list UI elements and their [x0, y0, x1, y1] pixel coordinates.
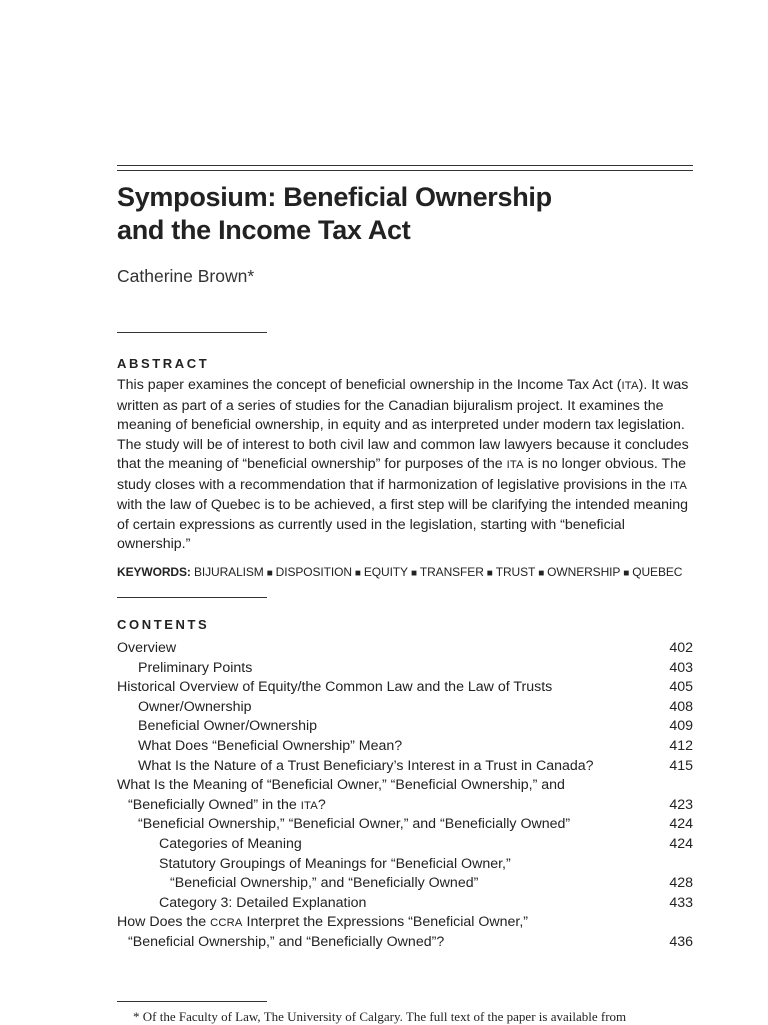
toc-title-segment: ? — [317, 796, 326, 813]
toc-entry[interactable] — [117, 717, 693, 737]
article-page — [117, 0, 693, 1024]
toc-title-segment: “Beneficial Ownership,” “Beneficial Owner,” and “Beneficially Owned” — [138, 816, 571, 833]
title-line-2: and the Income Tax Act — [117, 215, 411, 245]
toc-page-number: 403 — [669, 659, 693, 676]
keyword-separator-icon: ■ — [538, 568, 545, 579]
keyword-separator-icon: ■ — [623, 568, 630, 579]
header-rule — [117, 165, 693, 166]
keyword-item: BIJURALISM — [194, 565, 264, 579]
toc-title-segment: How Does the — [117, 914, 211, 931]
toc-entry-title — [117, 797, 326, 813]
abstract-segment: with the law of Quebec is to be achieved, a first step will be clarifying the intended meaning of certain expressions as currently used in the legislation, starting with “beneficial ownership.” — [117, 497, 688, 552]
toc-entry-title — [117, 738, 402, 754]
abstract-segment: is no longer obvious. The study closes with a recommendation that if harmonization of legislative provisions in the — [117, 456, 687, 493]
toc-title-segment: Historical Overview of Equity/the Common Law and the Law of Trusts — [117, 679, 553, 696]
toc-page-number: 412 — [669, 737, 693, 754]
keyword-item: QUEBEC — [632, 565, 683, 579]
toc-page-number: 428 — [669, 875, 693, 892]
toc-page-number: 409 — [669, 718, 693, 735]
toc-title-segment: CCRA — [210, 917, 243, 930]
toc-title-segment: “Beneficially Owned” in the — [128, 796, 301, 813]
keyword-separator-icon: ■ — [486, 568, 493, 579]
article-title — [117, 181, 557, 247]
toc-title-segment: What Does “Beneficial Ownership” Mean? — [138, 737, 403, 754]
toc-entry[interactable] — [117, 659, 693, 679]
toc-entry[interactable] — [117, 894, 693, 914]
toc-page-number: 436 — [669, 933, 693, 950]
toc-title-segment: “Beneficial Ownership,” and “Beneficially Owned” — [170, 875, 479, 892]
toc-title-segment: Owner/Ownership — [138, 698, 252, 715]
toc-title-segment: ITA — [300, 799, 318, 812]
toc-page-number: 433 — [669, 894, 693, 911]
toc-title-segment: What Is the Nature of a Trust Beneficiary’s Interest in a Trust in Canada? — [138, 757, 594, 774]
toc-page-number: 423 — [669, 796, 693, 813]
keyword-item: OWNERSHIP — [547, 565, 621, 579]
footnote: * Of the Faculty of Law, The University of Calgary. The full text of the paper is available from — [133, 1009, 627, 1024]
toc-entry[interactable] — [117, 737, 693, 757]
toc-entry[interactable] — [117, 815, 693, 835]
keyword-separator-icon: ■ — [266, 568, 273, 579]
toc-entry[interactable] — [117, 835, 693, 855]
toc-page-number: 408 — [669, 698, 693, 715]
toc-page-number: 415 — [669, 757, 693, 774]
toc-entry-title — [117, 836, 302, 852]
keyword-separator-icon: ■ — [410, 568, 417, 579]
toc-entry[interactable] — [117, 639, 693, 659]
toc-page-number: 424 — [669, 816, 693, 833]
toc-title-segment: “Beneficial Ownership,” and “Beneficially Owned”? — [128, 933, 445, 950]
toc-title-segment: Preliminary Points — [138, 659, 253, 676]
toc-entry[interactable] — [117, 796, 693, 816]
toc-entry[interactable] — [117, 913, 693, 933]
header-rule — [117, 170, 693, 171]
keyword-item: DISPOSITION — [275, 565, 352, 579]
toc-entry[interactable] — [117, 698, 693, 718]
toc-entry[interactable] — [117, 678, 693, 698]
keywords-label: KEYWORDS: — [117, 565, 191, 579]
toc-title-segment: Statutory Groupings of Meanings for “Beneficial Owner,” — [159, 855, 511, 872]
abstract-heading: ABSTRACT — [117, 356, 210, 371]
toc-entry-title — [117, 895, 366, 911]
toc-entry-title — [117, 660, 252, 676]
abstract-segment: ). It was written as part of a series of studies for the Canadian bijuralism project. It examines the meaning of beneficial ownership, in equity and as interpreted under modern tax legislation. The study will be of interest to both civil law and common law lawyers because it concludes that the meaning of “beneficial ownership” for purposes of the — [117, 377, 689, 472]
toc-entry-title — [117, 699, 252, 715]
abstract-abbrev: ITA — [506, 459, 524, 471]
toc-entry-title — [117, 875, 478, 891]
toc-entry-title — [117, 679, 552, 695]
footnote-rule — [117, 1001, 267, 1002]
abstract-text — [117, 376, 693, 555]
section-rule — [117, 597, 267, 598]
toc-entry-title — [117, 934, 444, 950]
keyword-item: TRANSFER — [419, 565, 484, 579]
contents-heading: CONTENTS — [117, 617, 210, 632]
toc-title-segment: Interpret the Expressions “Beneficial Owner,” — [242, 914, 529, 931]
table-of-contents — [117, 639, 693, 953]
toc-entry-title — [117, 777, 565, 793]
keyword-separator-icon: ■ — [354, 568, 361, 579]
toc-page-number: 405 — [669, 679, 693, 696]
toc-page-number: 402 — [669, 640, 693, 656]
toc-entry-title — [117, 856, 511, 872]
toc-entry-title — [117, 718, 317, 734]
toc-entry[interactable] — [117, 855, 693, 875]
toc-title-segment: Category 3: Detailed Explanation — [159, 894, 367, 911]
toc-entry[interactable] — [117, 757, 693, 777]
title-line-1: Symposium: Beneficial Ownership — [117, 182, 552, 212]
toc-entry-title — [117, 816, 570, 832]
keywords-line — [117, 565, 693, 579]
toc-entry[interactable] — [117, 776, 693, 796]
toc-entry-title — [117, 914, 528, 930]
toc-entry[interactable] — [117, 933, 693, 953]
abstract-abbrev: ITA — [621, 380, 639, 392]
toc-entry-title — [117, 640, 176, 656]
author-name: Catherine Brown* — [117, 266, 255, 286]
keyword-item: TRUST — [495, 565, 536, 579]
abstract-segment: This paper examines the concept of beneficial ownership in the Income Tax Act ( — [117, 377, 622, 393]
section-rule — [117, 332, 267, 333]
abstract-abbrev: ITA — [669, 479, 687, 492]
toc-entry-title — [117, 758, 594, 774]
toc-entry[interactable] — [117, 874, 693, 894]
toc-title-segment: Categories of Meaning — [159, 835, 302, 852]
keyword-item: EQUITY — [363, 565, 408, 579]
toc-title-segment: Overview — [117, 640, 177, 656]
toc-page-number: 424 — [669, 835, 693, 852]
toc-title-segment: Beneficial Owner/Ownership — [138, 718, 317, 735]
toc-title-segment: What Is the Meaning of “Beneficial Owner,” “Beneficial Ownership,” and — [117, 777, 565, 794]
keywords-list — [194, 565, 682, 579]
